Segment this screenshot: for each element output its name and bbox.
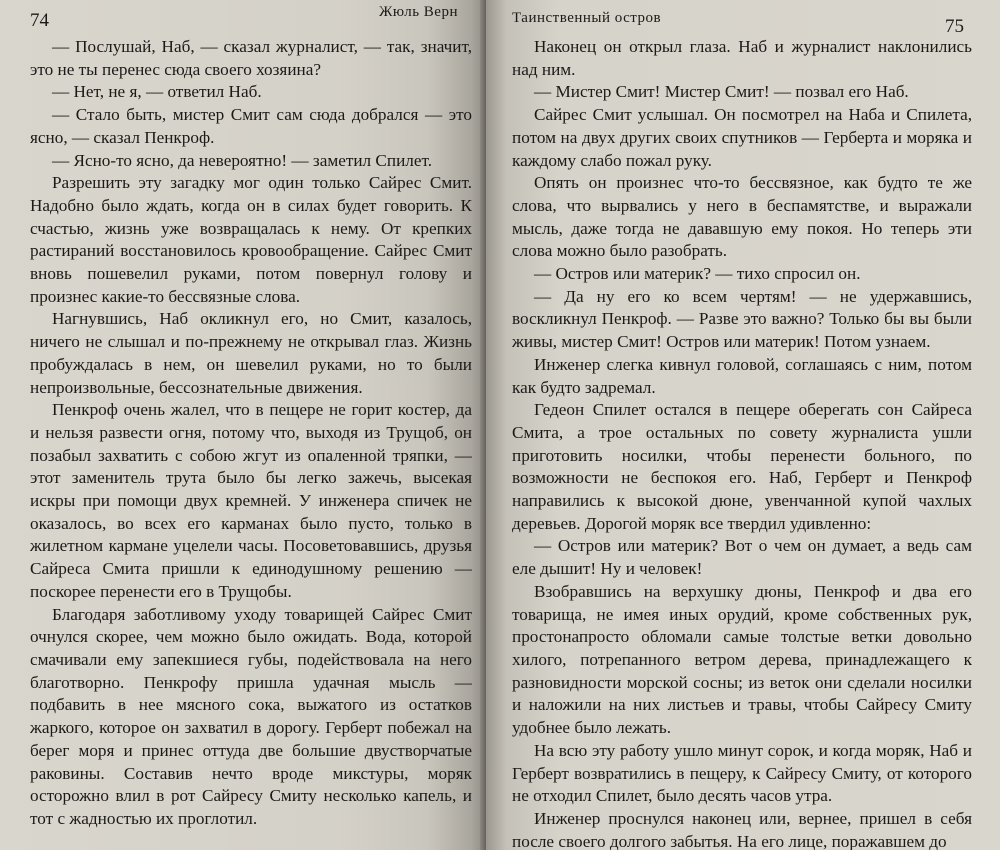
paragraph: Благодаря заботливому уходу товарищей Сайрес Смит очнулся скорее, чем можно было ожидать. Вода, которой смачивали ему запекшиеся губы, подействовала на него благотворно. Пенкрофу пришла удачная мысль — подбавить в нее мясного сока, выжатого из остатков жаркого, которое он захватил в дорогу. Герберт побежал на берег моря и принес оттуда две большие двустворчатые раковины. Составив нечто вроде микстуры, моряк осторожно влил в рот Сайресу Смиту несколько капель, и тот с жадностью их проглотил. — [30, 604, 472, 828]
paragraph: Опять он произнес что-то бессвязное, как будто те же слова, что вырвались у него в беспамятстве, и выражали мысль, даже тогда не дававшую ему покоя. Но теперь эти слова можно было разобрать. — [512, 173, 972, 261]
paragraph: Сайрес Смит услышал. Он посмотрел на Наба и Спилета, потом на двух других своих спутников — Герберта и моряка и каждому слабо пожал руку. — [512, 105, 972, 170]
paragraph: — Мистер Смит! Мистер Смит! — позвал его Наб. — [534, 82, 909, 102]
left-running-head: Жюль Верн — [378, 4, 458, 20]
paragraph: — Остров или материк? Вот о чем он думает, а ведь сам еле дышит! Ну и человек! — [512, 536, 972, 579]
paragraph: Наконец он открыл глаза. Наб и журналист наклонились над ним. — [512, 37, 972, 79]
left-page-header — [30, 4, 472, 36]
paragraph: Взобравшись на верхушку дюны, Пенкроф и два его товарища, не имея иных орудий, кроме собственных рук, простонапросто обломали самые толстые ветки довольно хилого, потрепанного ветром дерева, принадлежащего к разновидности морской сосны; из веток они сделали носилки и наложили на них листьев и травы, чтобы Сайресу Смиту удобнее было лежать. — [512, 581, 972, 738]
paragraph: Пенкроф очень жалел, что в пещере не горит костер, да и нельзя развести огня, потому что, выходя из Трущоб, он позабыл захватить с собою жгут из опаленной тряпки, — этот заменитель трута было бы легко зажечь, высекая искры при помощи двух кремней. У инженера спичек не оказалось, во всех его карманах было пусто, только в жилетном кармане уцелели часы. Посоветовавшись, друзья Сайреса Смита пришли к единодушному решению — поскорее перенести его в Трущобы. — [30, 400, 472, 601]
right-page-number: 75 — [945, 16, 964, 37]
left-page — [0, 0, 486, 850]
right-page-text — [512, 36, 972, 850]
paragraph: — Нет, не я, — ответил Наб. — [52, 82, 262, 102]
paragraph: — Да ну его ко всем чертям! — не удержавшись, воскликнул Пенкроф. — Разве это важно? Только бы вы были живы, мистер Смит! Остров или материк! Потом узнаем. — [512, 286, 972, 352]
right-page-header — [512, 10, 972, 36]
paragraph: Нагнувшись, Наб окликнул его, но Смит, казалось, ничего не слышал и по-прежнему не открывал глаз. Жизнь пробуждалась в нем, он шевелил руками, но то были непроизвольные, бессознательные движения. — [30, 309, 472, 397]
paragraph: Гедеон Спилет остался в пещере оберегать сон Сайреса Смита, а трое остальных по совету журналиста ушли приготовить носилки, чтобы перенести больного, по возможности не беспокоя его. Наб, Герберт и Пенкроф направились к высокой дюне, увенчанной купой чахлых деревьев. Дорогой моряк все твердил удивленно: — [512, 400, 972, 533]
paragraph: Разрешить эту загадку мог один только Сайрес Смит. Надобно было ждать, когда он в силах будет говорить. К счастью, жизнь уже возвращалась к нему. От крепких растираний восстановилось кровообращение. Сайрес Смит вновь пошевелил руками, потом повернул голову и произнес какие-то бессвязные слова. — [30, 173, 472, 306]
left-page-text — [30, 36, 472, 831]
right-page — [486, 0, 1000, 850]
paragraph: Инженер слегка кивнул головой, соглашаясь с ним, потом как будто задремал. — [512, 354, 972, 397]
right-running-head: Таинственный остров — [512, 10, 662, 26]
paragraph: На всю эту работу ушло минут сорок, и когда моряк, Наб и Герберт возвратились в пещеру, к Сайресу Смиту, от которого не отходил Спилет, было десять часов утра. — [512, 740, 972, 806]
paragraph: — Ясно-то ясно, да невероятно! — заметил Спилет. — [52, 150, 432, 170]
paragraph: — Стало быть, мистер Смит сам сюда добрался — это ясно, — сказал Пенкроф. — [30, 105, 472, 147]
paragraph: Инженер проснулся наконец или, вернее, пришел в себя после своего долгого забытья. На его лице, поражавшем до — [512, 808, 972, 850]
paragraph: — Послушай, Наб, — сказал журналист, — так, значит, это не ты перенес сюда своего хозяина? — [30, 37, 472, 79]
left-page-number: 74 — [30, 10, 49, 31]
paragraph: — Остров или материк? — тихо спросил он. — [534, 264, 861, 284]
